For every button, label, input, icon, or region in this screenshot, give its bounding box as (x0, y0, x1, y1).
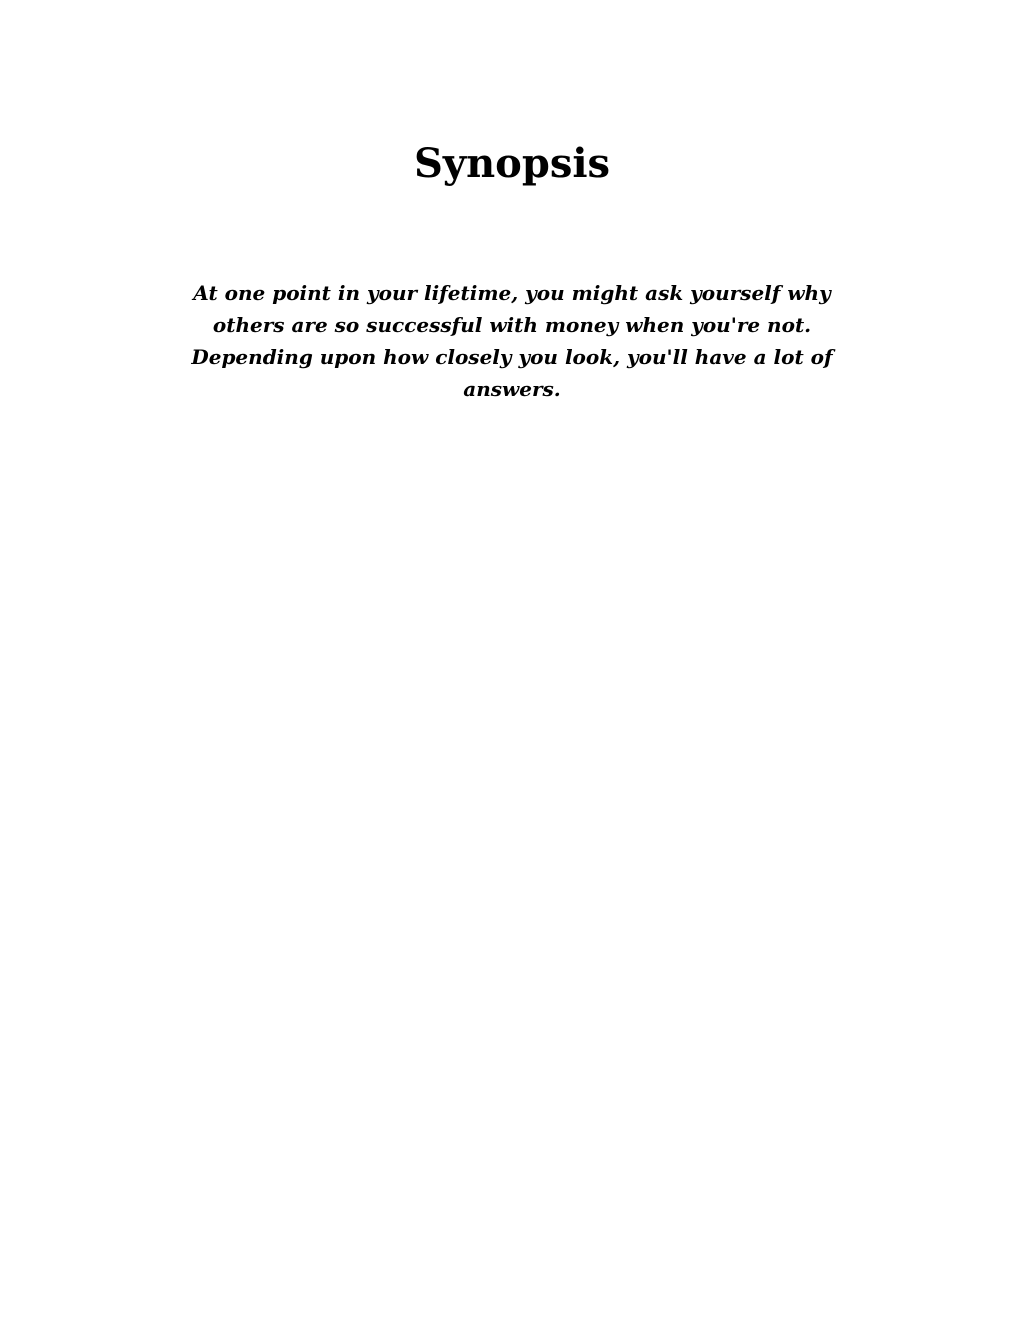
synopsis-paragraph: At one point in your lifetime, you might ask yourself why others are so successful with money when you're not. Depending upon how closely you look, you'll have a lot of answers. (191, 281, 833, 401)
page-title: Synopsis (413, 140, 611, 187)
